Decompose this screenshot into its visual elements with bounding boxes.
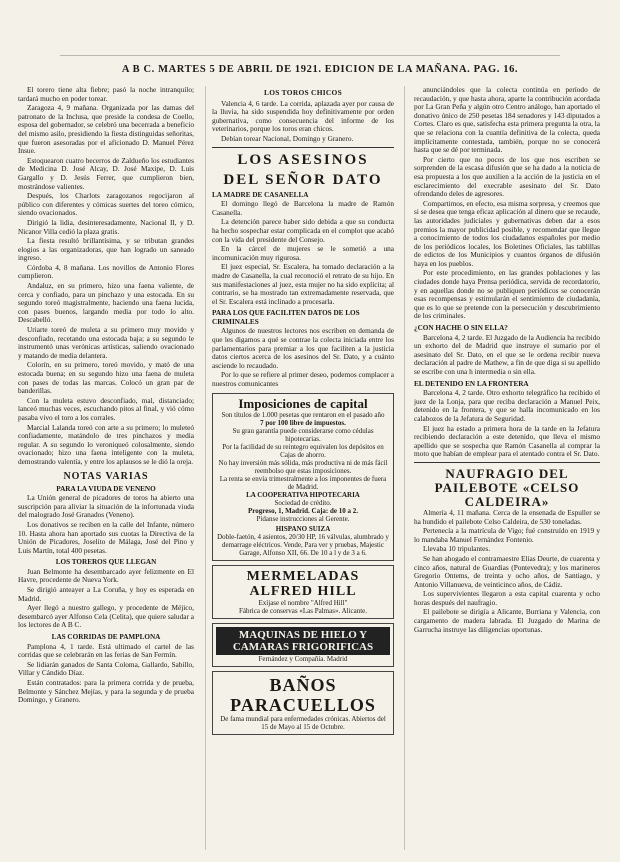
top-rule [60, 55, 560, 62]
paragraph: anunciándoles que la colecta continúa en período de recaudación, y que hasta ahora, aparte la contribución acordada por La Gran Peña y algún otro Centro análogo, han aportado el donativo único de 250 pesetas 184 senadores y 143 diputados a Cortes. Claro es que, satisfecha esta primera pregunta la otra, la que se relaciona con la cuantía definitiva de la colecta, queda implícitamente contestada, también, porque no se conocerá hasta que se dé por terminada. [414, 86, 600, 155]
paragraph: El pailebote se dirigía a Alicante, Burriana y Valencia, con cargamento de madera labrada. El Juzgado de Marina de Garrucha instruye las diligencias oportunas. [414, 607, 600, 634]
paragraph: Algunos de nuestros lectores nos escriben en demanda de que les digamos a qué se contrae la colecta iniciada entre los parlamentarios para premiar a los que faciliten a la justicia datos ciertos acerca de los asesinos del Sr. Dato, y a cuánto asciende lo recaudado. [212, 326, 394, 370]
paragraph: Se han ahogado el contramaestre Elías Deurte, de cuarenta y cinco años, natural de Guardias (Pontevedra); y los marineros Gregorio Ontems, de treinta y ocho años, de Santiago, y Antonio Villanueva, de veinticinco años, de Cádiz. [414, 553, 600, 589]
paragraph: Debían torear Nacional, Domingo y Granero. [221, 133, 354, 143]
ad-title: HISPANO SUIZA [275, 524, 331, 533]
article-title: LA MADRE DE CASANELLA [212, 190, 309, 199]
article-title: PARA LOS QUE FACILITEN DATOS DE LOS CRIMINALES [212, 309, 360, 326]
paragraph: Uriarte toreó de muleta a su primero muy movido y desconfiado, recetando una estocada baja; a su segundo le instrumentó unas verónicas artísticas, saliendo ovacionado y matando de media delantera. [18, 325, 194, 360]
paragraph: Juan Belmonte ha desembarcado ayer felizmente en El Havre, procedente de Nueva York. [18, 566, 194, 585]
paragraph: Por este procedimiento, en las grandes poblaciones y las ciudades donde haya Prensa periódica, servida de recordatorio, y en aquellas donde no se publiquen periódicos se conocerán esas recompensas y estimularán el sentimiento de ciudadanía, que es lo que se pretende con la persecución y descubrimiento de los criminales. [414, 268, 600, 321]
headline: LOS ASESINOS [237, 151, 369, 168]
article-title: PARA LA VIUDA DE VENENO [56, 484, 156, 493]
headline: PAILEBOTE «CELSO [434, 479, 580, 495]
paragraph: Andaluz, en su primero, hizo una faena valiente, de cerca y confiado, para un pinchazo y una estocada. En su segundo toreó magistralmente, haciendo una faena lucida, con pases buenos, largando media por todo lo alto. Descabelló. [18, 281, 194, 325]
ad-line: LA COOPERATIVA HIPOTECARIA [246, 490, 360, 499]
paragraph: El torero tiene alta fiebre; pasó la noche intranquilo; tardará mucho en poder torear. [18, 86, 194, 103]
paragraph: Por lo que se refiere al primer deseo, podemos complacer a nuestros comunicantes [212, 370, 394, 389]
ad-line: Son títulos de 1.000 pesetas que rentaron en el pasado año [221, 410, 385, 419]
paragraph: El domingo llegó de Barcelona la madre de Ramón Casanella. [212, 199, 394, 217]
ad-title: MERMELADAS [246, 568, 360, 584]
paragraph: Almería 4, 11 mañana. Cerca de la ensenada de Espuller se ha hundido el pailebote Celso Caldeira, de 530 toneladas. [414, 507, 600, 526]
paragraph: En la cárcel de mujeres se le sometió a una incomunicación muy rigurosa. [212, 244, 394, 262]
ad-title: BAÑOS PARACUELLOS [230, 674, 376, 715]
paragraph: Los donativos se reciben en la calle del Infante, número 10. Hasta ahora han aportado sus cuotas la Directiva de la Unión de Picadores, Joselito de Málaga, José del Pino y Luis Martín, total 400 pesetas. [18, 519, 194, 555]
paragraph: El juez especial, Sr. Escalera, ha tomado declaración a la madre de Casanella, la cual reconoció el retrato de su hijo. En sus manifestaciones al juez, esta mujer no ha sido explícita; al contrario, se ha mostrado tan extremadamente reservada, que el Sr. Escalera está inclinado a procesarla. [212, 262, 394, 306]
ad-title: ALFRED HILL [249, 583, 357, 599]
ad-title: MAQUINAS DE HIELO Y CAMARAS FRIGORIFICAS [216, 627, 390, 655]
paragraph: Barcelona 4, 2 tarde. El Juzgado de la Audiencia ha recibido un exhorto del de Madrid que instruye el sumario por el asesinato del Sr. Dato, en el que se le ordena recibir nueva declaración al padre de Mathew, a fin de que diga si su apellido se escribe con una h intermedia o sin ella. [414, 332, 600, 376]
paragraph: Barcelona 4, 2 tarde. Otro exhorto telegráfico ha recibido el juez de la Lonja, para que reciba declaración a Manuel Peix, detenido en la frontera, y que se halla incomunicado en los calabozos de la Jefatura de Seguridad. [414, 388, 600, 423]
ad-title: Imposiciones de capital [238, 395, 368, 411]
article-title: LAS CORRIDAS DE PAMPLONA [51, 633, 161, 642]
paragraph: Compartimos, en efecto, esa misma sorpresa, y creemos que si se desea que tenga eficaz aplicación al dinero que se recaude, las autoridades judiciales y gubernativas deben dar a esos premios la mayor publicidad posible, y recomendar que llegue a conocimiento de todos los ciudadanos españoles por medio de los periódicos locales, los Boletines Oficiales, las tablillas de edictos de los Municipios y cuantos órganos de difusión haya en los pueblos. [414, 198, 600, 268]
ad-line: Exíjase el nombre "Alfred Hill" [258, 598, 348, 607]
paragraph: Se lidiarán ganados de Santa Coloma, Gallardo, Sabillo, Villar y Cándido Díaz. [18, 659, 194, 678]
paragraph: Llevaba 10 tripulantes. [423, 544, 491, 554]
column-3 [414, 86, 600, 850]
ad-line: No hay inversión más sólida, más productiva ni de más fácil reembolso que estas imposiciones. [218, 458, 388, 475]
paragraph: Dirigió la lidia, desinteresadamente, Nacional II, y D. Nicanor Villa cedió la plaza gratis. [18, 217, 194, 236]
paragraph: Ayer llegó a nuestro gallego, y procedente de Méjico, desembarcó ayer Alfonso Cela (Celita), que quiere saludar a los lectores de A B C. [18, 603, 194, 630]
paragraph: Colorín, en su primero, toreó movido, y mató de una estocada buena; en su segundo hizo una faena de muleta con pases de todas las marcas. Colocó un gran par de banderillas. [18, 360, 194, 396]
page-header: A B C. MARTES 5 DE ABRIL DE 1921. EDICION DE LA MAÑANA. PAG. 16. [121, 64, 519, 75]
ad-line: Sociedad de crédito. [274, 498, 332, 507]
ad-banos [212, 671, 394, 735]
paragraph: Córdoba 4, 8 mañana. Los novillos de Antonio Flores cumplieron. [18, 262, 194, 281]
paragraph: Por cierto que no pocos de los que nos escriben se sorprenden de la escasa difusión que se ha dado a la noticia de esa propuesta a los que auxilien a la acción de la justicia en el esclarecimiento del execrable asesinato del Sr. Dato ofrendando deles de agresores. [414, 154, 600, 199]
ad-line: De fama mundial para enfermedades crónicas. Abiertos del 15 de Mayo al 15 de Octubre. [220, 714, 386, 731]
ad-mermeladas [212, 565, 394, 619]
paragraph: Con la muleta estuvo desconfiado, mal, distanciado; lanceó muchas veces, escuchando pitos al final, y vió cómo pasaba vivo el toro a los corrales. [18, 395, 194, 422]
paragraph: La Unión general de picadores de toros ha abierto una suscripción para aliviar la situación de la infortunada viuda del malogrado José Granados (Veneno). [18, 493, 194, 520]
ad-line: Fernández y Compañía. Madrid [258, 654, 348, 663]
ad-line: Doble-faetón, 4 asientos, 20/30 HP, 16 válvulas, alumbrado y demarrage eléctricos. Vende, Para ver y pruebas, Majestic Garage, Alfonso XII, 66. De 10 a l y de 3 a 6. [217, 532, 389, 557]
divider [414, 462, 600, 463]
paragraph: Marcial Lalanda toreó con arte a su primero; lo muleteó confiadamente, matándolo de tres pinchazos y media regular. A su segundo lo veroniqueó colosalmente, siendo ovacionado; hizo una faena inteligente con la muleta, demostrando valentía, y entre los aplausos se le dió la oreja. [18, 422, 194, 466]
ad-line: Fábrica de conservas «Las Palmas». Alicante. [238, 606, 368, 615]
paragraph: Estoquearon cuatro becerros de Zaldueño los estudiantes de Medicina D. José Alcay, D. José Maxipe, D. Luis Gargallo y D. Jesús Ferrer, que cumplieron bien, mostrándose valientes. [18, 155, 194, 191]
paragraph: Los supervivientes llegaron a esta capital cuarenta y ocho horas después del naufragio. [414, 589, 600, 607]
headline: DEL SEÑOR DATO [223, 171, 383, 188]
column-separator [404, 86, 405, 850]
ad-imposiciones [212, 393, 394, 561]
ad-line: Su grau garantía puede considerarse como cédulas hipotecarias. [232, 426, 374, 443]
paragraph: Zaragoza 4, 9 mañana. Organizada por las damas del patronato de la Inclusa, que preside la condesa de Coello, esposa del gobernador, se celebró una becerrada a beneficio del mismo asilo, presidiendo la fiesta distinguidas señoritas, que fueron asesoradas por el aficionado D. Manuel Pérez Insue. [18, 103, 194, 156]
ad-line: 7 por 100 libre de impuestos. [260, 418, 346, 427]
paragraph: El juez ha estado a primera hora de la tarde en la Jefatura recibiendo declaración a este detenido, que lleva el mismo apellido que se sospecha que Ramón Casanella al comprar la moto que habían de emplear para el atentado contra el Sr. Dato. [414, 423, 600, 459]
paragraph: Pertenecía a la matrícula de Vigo; fué construído en 1919 y lo mandaba Manuel Fernández Fontenio. [414, 526, 600, 544]
column-separator [205, 86, 206, 850]
ad-line: Progreso, 1, Madrid. Caja: de 10 a 2. [248, 506, 358, 515]
article-title: LOS TOREROS QUE LLEGAN [55, 558, 157, 567]
ad-line: Por la facilidad de su reintegro equivalen los depósitos en Cajas de ahorro. [222, 442, 384, 459]
divider [212, 147, 394, 148]
paragraph: Están contratados: para la primera corrida y de prueba, Belmonte y Sánchez Mejías, y para la segunda y de prueba Domingo, y Granero. [18, 678, 194, 705]
column-2 [212, 86, 394, 850]
paragraph: Después, los Charlots zaragozanos regocijaron al público con diferentes y cómicas suertes del toreo cómico, siendo ovacionados. [18, 191, 194, 218]
ad-line: La renta se envía trimestralmente a los imponentes de fuera de Madrid. [219, 474, 387, 491]
ad-maquinas [212, 623, 394, 667]
paragraph: La fiesta resultó brillantísima, y se tributan grandes elogios a las organizadoras, que han logrado un saneado ingreso. [18, 236, 194, 263]
headline: CALDEIRA» [464, 493, 550, 509]
paragraph: Valencia 4, 6 tarde. La corrida, aplazada ayer por causa de la lluvia, ha sido suspendida hoy definitivamente por orden gubernativa, como consecuencia del informe de los veterinarios, porque los toros eran chicos. [212, 98, 394, 134]
ad-line: Pídanse instrucciones al Gerente. [256, 514, 350, 523]
article-title: ¿CON HACHE O SIN ELLA? [414, 324, 508, 333]
paragraph: Se dirigió anteayer a La Coruña, y hoy es esperada en Madrid. [18, 585, 194, 603]
paragraph: Pamplona 4, 1 tarde. Está ultimado el cartel de las corridas que se celebrarán en las ferias de San Fermín. [18, 641, 194, 660]
article-title: LOS TOROS CHICOS [263, 88, 343, 97]
headline: NAUFRAGIO DEL [445, 465, 569, 481]
column-1 [18, 86, 194, 850]
article-title: EL DETENIDO EN LA FRONTERA [414, 379, 529, 388]
section-title: NOTAS VARIAS [63, 470, 149, 482]
paragraph: La detención parece haber sido debida a que su conducta ha hecho sospechar estar complicada en el complot que acabó con la vida del presidente del Consejo. [212, 217, 394, 244]
